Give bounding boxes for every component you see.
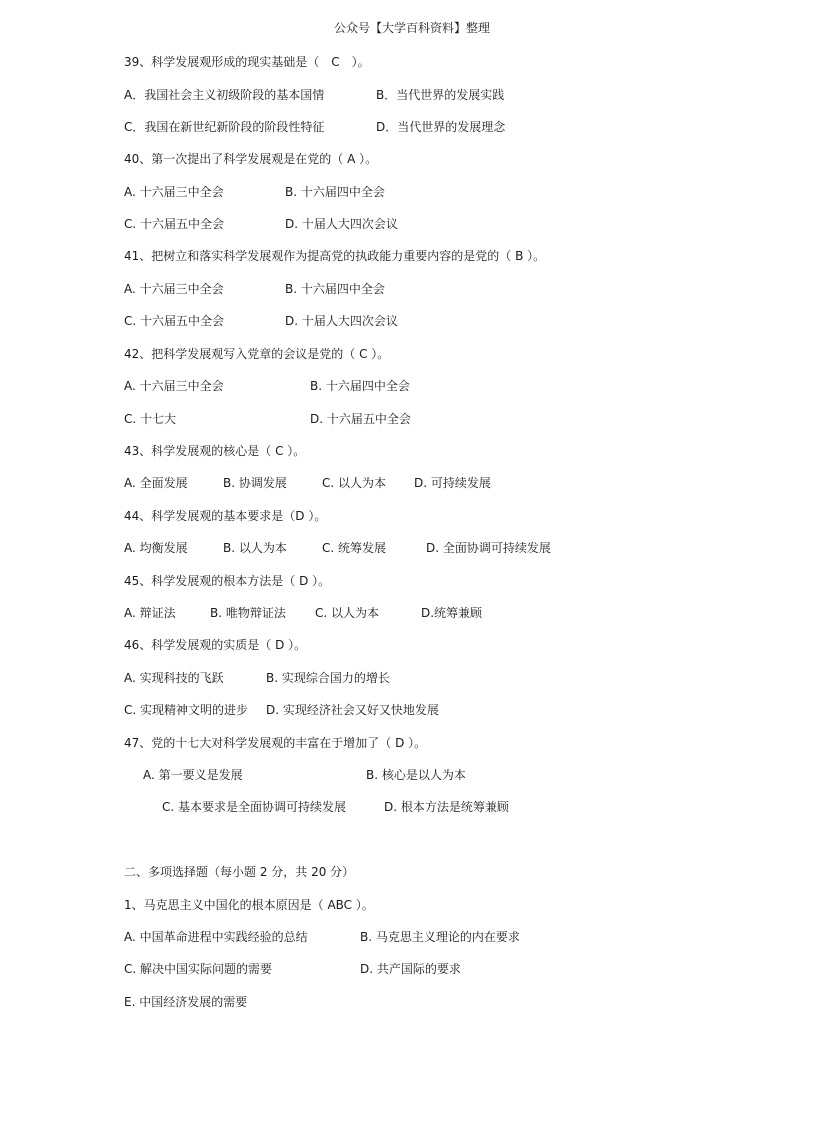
option-43-c: C. 以人为本 [322, 476, 387, 490]
option-39-b: B．当代世界的发展实践 [376, 88, 505, 102]
question-40: 40、第一次提出了科学发展观是在党的（ A ）。 [124, 152, 378, 166]
option-m1-c: C. 解决中国实际问题的需要 [124, 962, 273, 976]
option-43-b: B. 协调发展 [223, 476, 287, 490]
option-m1-d: D. 共产国际的要求 [360, 962, 461, 976]
multi-question-1: 1、马克思主义中国化的根本原因是（ ABC ）。 [124, 898, 374, 912]
question-47: 47、党的十七大对科学发展观的丰富在于增加了（ D ）。 [124, 736, 427, 750]
option-42-d: D. 十六届五中全会 [310, 412, 411, 426]
option-45-a: A. 辩证法 [124, 606, 176, 620]
option-46-c: C. 实现精神文明的进步 [124, 703, 249, 717]
option-45-c: C. 以人为本 [315, 606, 380, 620]
option-41-b: B. 十六届四中全会 [285, 282, 385, 296]
question-42: 42、把科学发展观写入党章的会议是党的（ C ）。 [124, 347, 390, 361]
option-46-b: B. 实现综合国力的增长 [266, 671, 390, 685]
question-44: 44、科学发展观的基本要求是（D ）。 [124, 509, 327, 523]
page-header: 公众号【大学百科资料】整理 [333, 21, 490, 35]
question-41: 41、把树立和落实科学发展观作为提高党的执政能力重要内容的是党的（ B ）。 [124, 249, 546, 263]
question-46: 46、科学发展观的实质是（ D ）。 [124, 638, 307, 652]
option-39-a: A．我国社会主义初级阶段的基本国情 [124, 88, 325, 102]
option-m1-e: E. 中国经济发展的需要 [124, 995, 248, 1009]
option-47-a: A. 第一要义是发展 [143, 768, 243, 782]
option-m1-a: A. 中国革命进程中实践经验的总结 [124, 930, 308, 944]
option-46-d: D. 实现经济社会又好又快地发展 [266, 703, 439, 717]
option-44-d: D. 全面协调可持续发展 [426, 541, 551, 555]
option-39-c: C．我国在新世纪新阶段的阶段性特征 [124, 120, 325, 134]
option-47-b: B. 核心是以人为本 [366, 768, 466, 782]
option-41-a: A. 十六届三中全会 [124, 282, 224, 296]
option-40-c: C. 十六届五中全会 [124, 217, 225, 231]
option-43-d: D. 可持续发展 [414, 476, 491, 490]
option-42-a: A. 十六届三中全会 [124, 379, 224, 393]
option-44-c: C. 统筹发展 [322, 541, 387, 555]
option-41-c: C. 十六届五中全会 [124, 314, 225, 328]
option-40-a: A. 十六届三中全会 [124, 185, 224, 199]
option-45-d: D.统筹兼顾 [421, 606, 483, 620]
option-45-b: B. 唯物辩证法 [210, 606, 286, 620]
section-2-title: 二、多项选择题（每小题 2 分，共 20 分） [124, 865, 355, 879]
question-39: 39、科学发展观形成的现实基础是（ C ）。 [124, 55, 370, 69]
option-44-b: B. 以人为本 [223, 541, 287, 555]
option-40-d: D. 十届人大四次会议 [285, 217, 398, 231]
option-43-a: A. 全面发展 [124, 476, 188, 490]
option-m1-b: B. 马克思主义理论的内在要求 [360, 930, 520, 944]
option-47-d: D. 根本方法是统筹兼顾 [384, 800, 509, 814]
option-44-a: A. 均衡发展 [124, 541, 188, 555]
option-46-a: A. 实现科技的飞跃 [124, 671, 224, 685]
question-45: 45、科学发展观的根本方法是（ D ）。 [124, 574, 331, 588]
option-42-c: C. 十七大 [124, 412, 177, 426]
option-42-b: B. 十六届四中全会 [310, 379, 410, 393]
option-41-d: D. 十届人大四次会议 [285, 314, 398, 328]
option-47-c: C. 基本要求是全面协调可持续发展 [162, 800, 347, 814]
option-40-b: B. 十六届四中全会 [285, 185, 385, 199]
question-43: 43、科学发展观的核心是（ C ）。 [124, 444, 306, 458]
option-39-d: D．当代世界的发展理念 [376, 120, 506, 134]
